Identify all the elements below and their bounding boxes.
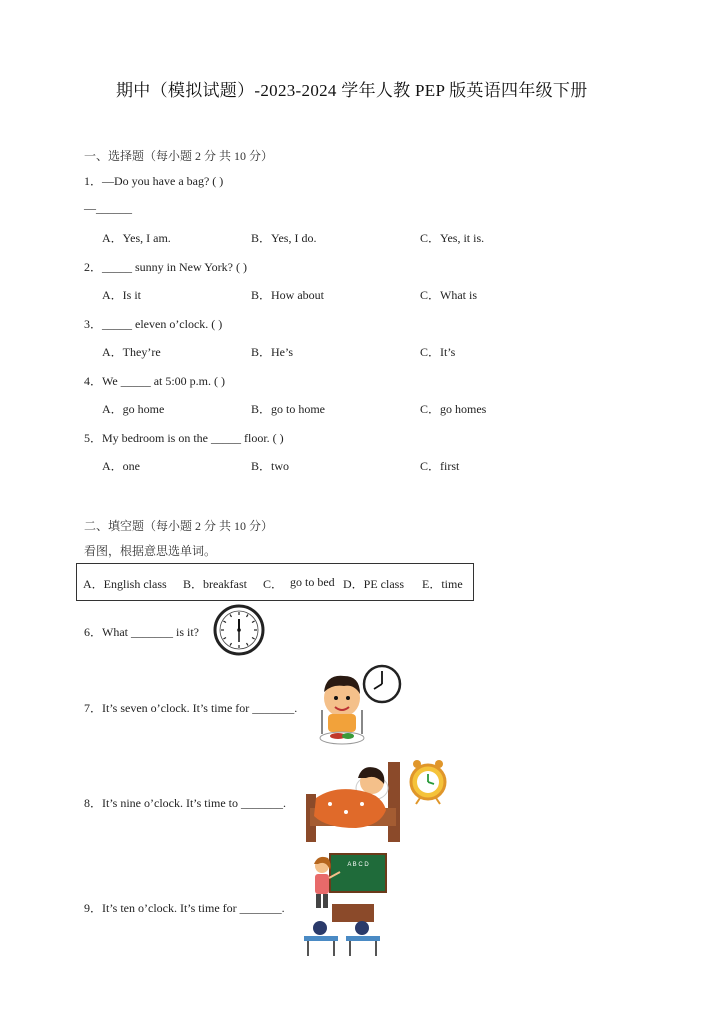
question-1-option-c[interactable]: C．Yes, it is. (420, 231, 485, 245)
question-5-option-b[interactable]: B．two (251, 459, 290, 473)
question-1-answer-line: —______ (84, 201, 132, 215)
wall-clock-icon (213, 604, 265, 656)
word-bank-item-c-label: C． (263, 577, 284, 591)
question-2: 2．_____ sunny in New York? ( ) (84, 260, 247, 274)
question-7: 7．It’s seven o’clock. It’s time for _______. (84, 701, 298, 715)
question-4-option-c[interactable]: C．go homes (420, 402, 487, 416)
classroom-illustration (300, 850, 390, 960)
word-bank-item-d: D．PE class (343, 577, 404, 591)
question-5-option-c[interactable]: C．first (420, 459, 460, 473)
section-2-heading: 二、填空题（每小题 2 分 共 10 分） (84, 519, 274, 533)
word-bank-item-b: B．breakfast (183, 577, 247, 591)
question-2-option-a[interactable]: A．Is it (102, 288, 142, 302)
question-5: 5．My bedroom is on the _____ floor. ( ) (84, 431, 284, 445)
child-sleeping-in-bed-illustration (296, 754, 452, 846)
question-8: 8．It’s nine o’clock. It’s time to _______. (84, 796, 286, 810)
question-1-option-a[interactable]: A．Yes, I am. (102, 231, 171, 245)
question-3-option-b[interactable]: B．He’s (251, 345, 294, 359)
question-6: 6．What _______ is it? (84, 625, 199, 639)
blackboard-letters: A B C D (347, 862, 369, 868)
boy-eating-breakfast-illustration (310, 662, 406, 748)
question-3-option-c[interactable]: C．It’s (420, 345, 456, 359)
question-9: 9．It’s ten o’clock. It’s time for _______. (84, 901, 285, 915)
question-1-option-b[interactable]: B．Yes, I do. (251, 231, 317, 245)
question-3-option-a[interactable]: A．They’re (102, 345, 161, 359)
section-2-instruction: 看图，根据意思选单词。 (84, 544, 217, 558)
question-4: 4．We _____ at 5:00 p.m. ( ) (84, 374, 226, 388)
question-1: 1．—Do you have a bag? ( ) (84, 174, 224, 188)
word-bank-item-e: E．time (422, 577, 463, 591)
section-1-heading: 一、选择题（每小题 2 分 共 10 分） (84, 149, 274, 163)
page-title: 期中（模拟试题）-2023-2024 学年人教 PEP 版英语四年级下册 (116, 81, 588, 100)
word-bank-item-a: A．English class (83, 577, 167, 591)
question-5-option-a[interactable]: A．one (102, 459, 140, 473)
word-bank (76, 563, 474, 601)
question-2-option-b[interactable]: B．How about (251, 288, 324, 302)
word-bank-item-c: go to bed (290, 575, 335, 589)
question-3: 3．_____ eleven o’clock. ( ) (84, 317, 223, 331)
question-4-option-a[interactable]: A．go home (102, 402, 165, 416)
question-2-option-c[interactable]: C．What is (420, 288, 477, 302)
question-4-option-b[interactable]: B．go to home (251, 402, 325, 416)
